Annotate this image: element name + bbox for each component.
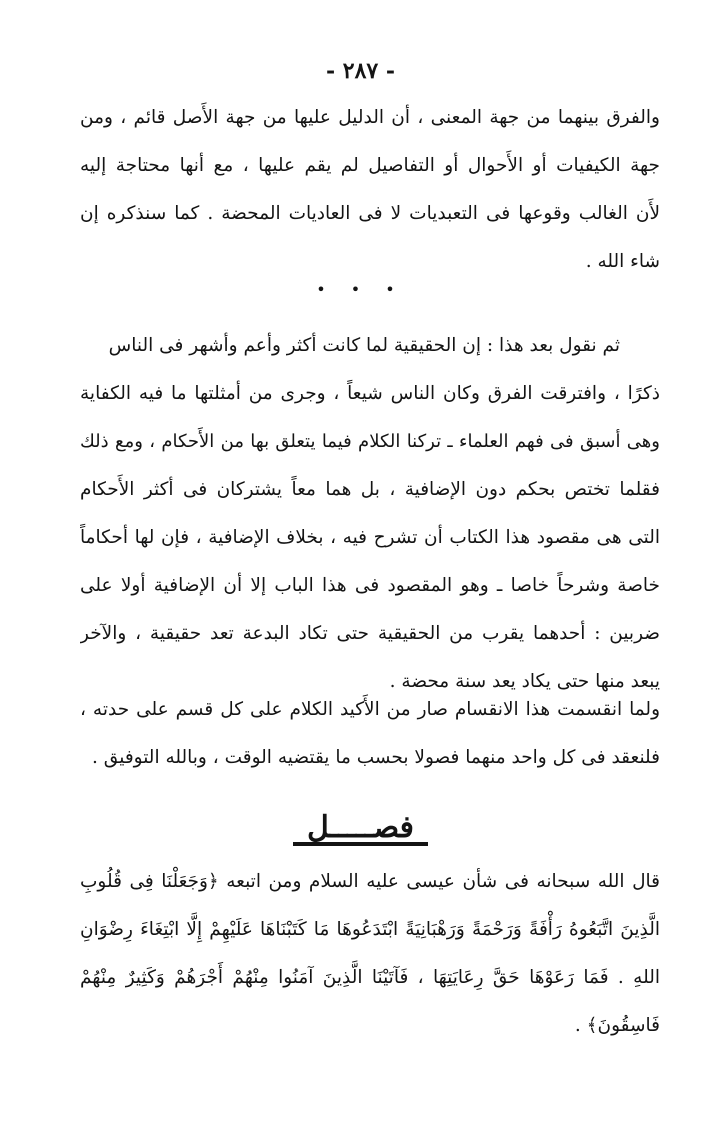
- section-heading: [0, 808, 721, 848]
- text-line: فَاسِقُونَ﴾ .: [574, 1015, 660, 1036]
- text-line: جهة الكيفيات أو الأَحوال أو التفاصيل لم يقم عليها ، مع أنها محتاجة إليه: [80, 155, 660, 176]
- paragraph-3: [80, 686, 660, 782]
- text-line: التى هى مقصود هذا الكتاب أن تشرح فيه ، بخلاف الإضافية ، فإن لها أحكاماً: [80, 527, 660, 548]
- text-line: قال الله سبحانه فى شأن عيسى عليه السلام ومن اتبعه ﴿وَجَعَلْنَا فِى قُلُوبِ: [80, 871, 660, 892]
- text-line: خاصة وشرحاً خاصا ـ وهو المقصود فى هذا الباب إلا أن الإضافية أولا على: [80, 575, 660, 596]
- text-line: يبعد منها حتى يكاد يعد سنة محضة .: [389, 671, 660, 692]
- text-line: ضربين : أحدهما يقرب من الحقيقية حتى تكاد البدعة تعد حقيقية ، والآخر: [80, 623, 660, 644]
- text-line: فقلما تختص بحكم دون الإضافية ، بل هما معاً يشتركان فى أكثر الأَحكام: [80, 479, 660, 500]
- text-line: ذكرًا ، وافترقت الفرق وكان الناس شيعاً ، وجرى من أمثلتها ما فيه الكفاية: [80, 383, 660, 404]
- page-number: - ٢٨٧ -: [325, 58, 396, 84]
- section-separator-dots: • • •: [316, 280, 405, 299]
- section-heading-text: فصـــــل: [293, 814, 428, 846]
- text-line: الَّذِينَ اتَّبَعُوهُ رَأْفَةً وَرَحْمَةً وَرَهْبَانِيَةً ابْتَدَعُوهَا مَا كَتَبْنَاهَا عَلَيْهِمْ إِلَّا ابْتِغَاءَ رِضْوَانِ: [80, 919, 660, 940]
- text-line: والفرق بينهما من جهة المعنى ، أن الدليل عليها من جهة الأَصل قائم ، ومن: [80, 107, 660, 128]
- paragraph-2: [80, 322, 660, 706]
- text-line: فلنعقد فى كل واحد منهما فصولا بحسب ما يقتضيه الوقت ، وبالله التوفيق .: [92, 747, 660, 768]
- text-line: شاء الله .: [585, 251, 660, 272]
- paragraph-1: [80, 94, 660, 286]
- paragraph-4-quran-quote: [80, 858, 660, 1050]
- text-line: وهى أسبق فى فهم العلماء ـ تركنا الكلام فيما يتعلق بها من الأَحكام ، ومع ذلك: [80, 431, 660, 452]
- text-line: ثم نقول بعد هذا : إن الحقيقية لما كانت أكثر وأعم وأشهر فى الناس: [108, 335, 620, 356]
- text-line: اللهِ . فَمَا رَعَوْهَا حَقَّ رِعَايَتِهَا ، فَآتَيْنَا الَّذِينَ آمَنُوا مِنْهُمْ أَجْرَهُمْ وَكَثِيرٌ مِنْهُمْ: [80, 967, 660, 988]
- text-line: لأَن الغالب وقوعها فى التعبديات لا فى العاديات المحضة . كما سنذكره إن: [80, 203, 660, 224]
- text-line: ولما انقسمت هذا الانقسام صار من الأَكيد الكلام على كل قسم على حدته ،: [80, 699, 660, 720]
